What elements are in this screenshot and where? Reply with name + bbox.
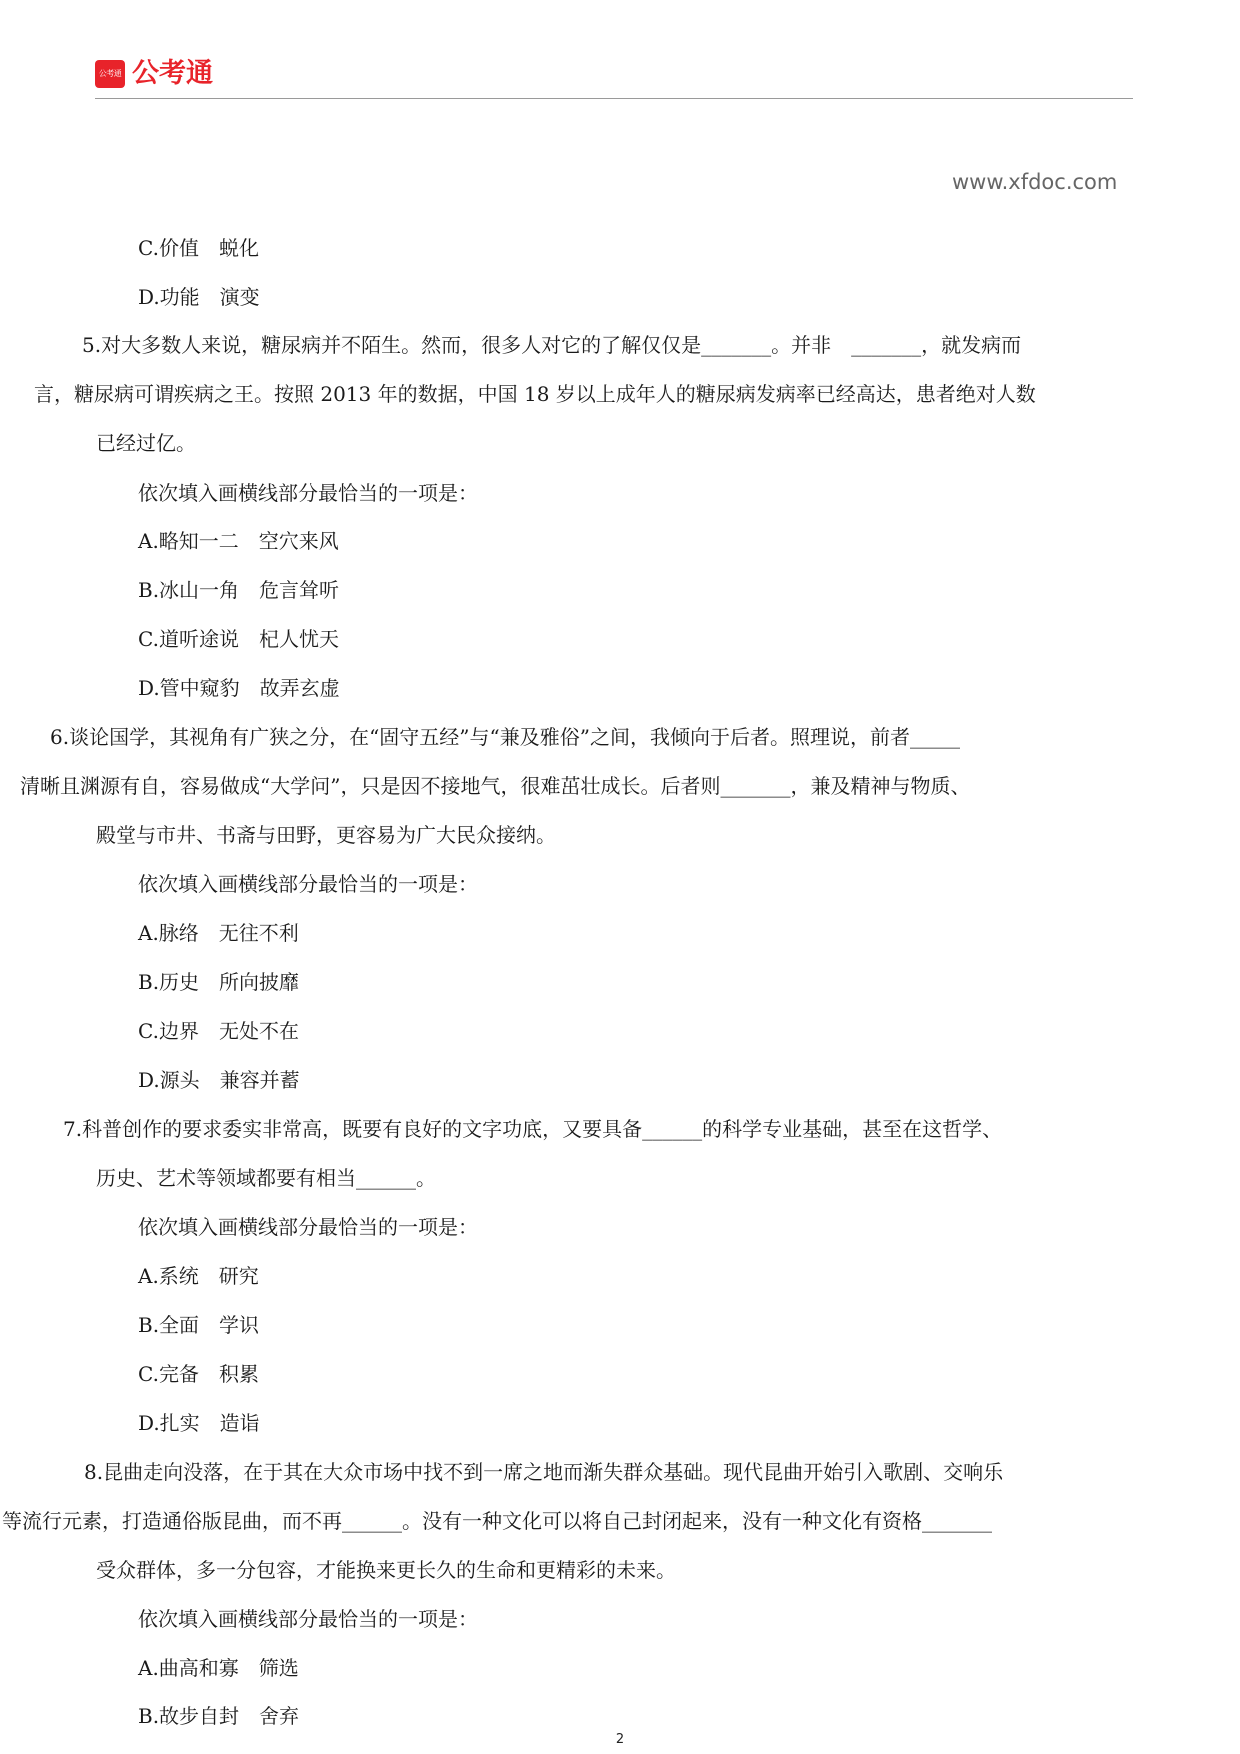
q5-prompt: 依次填入画横线部分最恰当的一项是： xyxy=(138,481,478,505)
q7-prompt: 依次填入画横线部分最恰当的一项是： xyxy=(138,1215,478,1239)
q5-option-a: A.略知一二 空穴来风 xyxy=(138,529,339,553)
q8-text-line-2: 等流行元素，打造通俗版昆曲，而不再______。没有一种文化可以将自己封闭起来，没有一种文化有资格_______ xyxy=(2,1509,992,1533)
q5-text-line-2: 言，糖尿病可谓疾病之王。按照 2013 年的数据，中国 18 岁以上成年人的糖尿病发病率已经高达，患者绝对人数 xyxy=(34,382,1036,406)
watermark-url: www.xfdoc.com xyxy=(952,170,1118,194)
q5-text-line-1: 5.对大多数人来说，糖尿病并不陌生。然而，很多人对它的了解仅仅是_______。并非 _______，就发病而 xyxy=(82,333,1022,357)
q8-text-line-3: 受众群体，多一分包容，才能换来更长久的生命和更精彩的未来。 xyxy=(96,1558,676,1582)
q6-text-line-3: 殿堂与市井、书斋与田野，更容易为广大民众接纳。 xyxy=(96,823,556,847)
q8-option-a: A.曲高和寡 筛选 xyxy=(138,1656,299,1680)
q7-option-b: B.全面 学识 xyxy=(138,1313,260,1337)
page-number: 2 xyxy=(615,1732,625,1747)
q6-option-c: C.边界 无处不在 xyxy=(138,1019,299,1043)
q7-text-line-1: 7.科普创作的要求委实非常高，既要有良好的文字功底，又要具备______的科学专业基础，甚至在这哲学、 xyxy=(63,1117,1003,1141)
q8-prompt: 依次填入画横线部分最恰当的一项是： xyxy=(138,1607,478,1631)
q5-text-line-3: 已经过亿。 xyxy=(96,431,196,455)
page-header xyxy=(95,56,1133,99)
q5-option-c: C.道听途说 杞人忧天 xyxy=(138,627,339,651)
q7-option-a: A.系统 研究 xyxy=(138,1264,259,1288)
logo-icon: 公考通 xyxy=(95,60,125,88)
q6-option-d: D.源头 兼容并蓄 xyxy=(138,1068,300,1092)
logo-text: 公考通 xyxy=(132,58,213,89)
q5-option-b: B.冰山一角 危言耸听 xyxy=(138,578,340,602)
q8-text-line-1: 8.昆曲走向没落，在于其在大众市场中找不到一席之地而渐失群众基础。现代昆曲开始引入歌剧、交响乐 xyxy=(84,1460,1004,1484)
q4-option-d: D.功能 演变 xyxy=(138,285,260,309)
q7-option-d: D.扎实 造诣 xyxy=(138,1411,260,1435)
q6-prompt: 依次填入画横线部分最恰当的一项是： xyxy=(138,872,478,896)
q4-option-c: C.价值 蜕化 xyxy=(138,236,259,260)
q7-option-c: C.完备 积累 xyxy=(138,1362,259,1386)
q8-option-b: B.故步自封 舍弃 xyxy=(138,1704,300,1728)
q6-option-a: A.脉络 无往不利 xyxy=(138,921,299,945)
q5-option-d: D.管中窥豹 故弄玄虚 xyxy=(138,676,340,700)
q7-text-line-2: 历史、艺术等领域都要有相当______。 xyxy=(96,1166,436,1190)
q6-text-line-2: 清晰且渊源有自，容易做成“大学问”，只是因不接地气，很难茁壮成长。后者则_______，兼及精神与物质、 xyxy=(20,774,971,798)
q6-option-b: B.历史 所向披靡 xyxy=(138,970,300,994)
q6-text-line-1: 6.谈论国学，其视角有广狭之分，在“固守五经”与“兼及雅俗”之间，我倾向于后者。照理说，前者_____ xyxy=(50,725,960,749)
